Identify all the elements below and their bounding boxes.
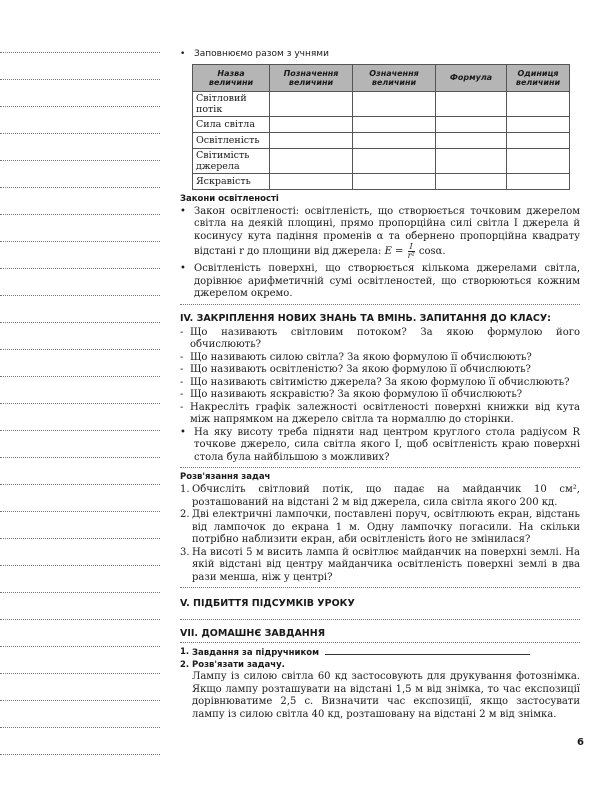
margin-rule-line <box>0 727 160 728</box>
homework-item-2 <box>180 659 580 671</box>
margin-rule-line <box>0 187 160 188</box>
margin-rule-line <box>0 133 160 134</box>
table-cell: Освітленість <box>193 132 270 148</box>
empty-cell <box>353 148 436 173</box>
empty-cell <box>436 91 507 116</box>
empty-cell <box>270 91 353 116</box>
margin-rule-line <box>0 376 160 377</box>
table-cell: Світловий потік <box>193 91 270 116</box>
dash-icon: - <box>180 401 184 413</box>
laws-title: Закони освітленості <box>180 193 279 204</box>
question-item <box>180 327 580 352</box>
empty-cell <box>436 173 507 189</box>
bullet-icon: • <box>180 426 186 438</box>
margin-rule-line <box>0 430 160 431</box>
empty-cell <box>507 116 570 132</box>
empty-cell <box>353 132 436 148</box>
margin-rule-line <box>0 322 160 323</box>
margin-rule-line <box>0 241 160 242</box>
dash-icon: - <box>180 364 184 375</box>
question-item <box>180 364 580 377</box>
dash-icon: - <box>180 351 184 363</box>
empty-cell <box>270 148 353 173</box>
section-4-title: IV. ЗАКРІПЛЕННЯ НОВИХ ЗНАНЬ ТА ВМІНЬ. ЗАПИТАННЯ ДО КЛАСУ: <box>180 312 551 324</box>
task-item <box>180 547 580 585</box>
bullet-icon: • <box>180 205 186 217</box>
formula-numerator: I <box>409 242 413 251</box>
empty-cell <box>507 132 570 148</box>
question-item <box>180 402 580 427</box>
task-number: 1. <box>180 484 190 495</box>
table-row <box>193 116 570 132</box>
empty-cell <box>270 132 353 148</box>
question-text: Накресліть графік залежності освітленості поверхні книжки від кута між напрямком на джерело світла та нормаллю до сторінки. <box>190 401 580 425</box>
quantities-table <box>192 64 570 190</box>
empty-cell <box>270 173 353 189</box>
table-header-cell: Формула <box>436 64 507 91</box>
formula-lhs: E = <box>384 246 404 257</box>
homework-item-1 <box>180 646 580 659</box>
table-cell: Світимість джерела <box>193 148 270 173</box>
homework-text: Розв'язати задачу. <box>192 660 285 670</box>
table-header-cell: Назва величини <box>193 64 270 91</box>
margin-rule-line <box>0 403 160 404</box>
margin-rule-line <box>0 484 160 485</box>
task-number: 3. <box>180 546 190 558</box>
margin-rule-line <box>0 349 160 350</box>
margin-rule-line <box>0 52 160 53</box>
margin-rule-line <box>0 160 160 161</box>
divider <box>180 467 580 468</box>
empty-cell <box>507 91 570 116</box>
question-item <box>180 427 580 465</box>
table-row <box>193 173 570 189</box>
margin-rule-line <box>0 268 160 269</box>
margin-rule-line <box>0 754 160 755</box>
intro-text: Заповнюємо разом з учнями <box>194 49 329 59</box>
margin-rule-line <box>0 619 160 620</box>
margin-rule-line <box>0 592 160 593</box>
empty-cell <box>436 148 507 173</box>
empty-cell <box>436 116 507 132</box>
section-5-title: V. ПІДБИТТЯ ПІДСУМКІВ УРОКУ <box>180 598 355 609</box>
empty-cell <box>353 91 436 116</box>
bullet-icon: • <box>180 263 186 274</box>
task-text: Обчисліть світловий потік, що падає на майданчик 10 см², розташований на відстані 2 м від джерела, сила світла якого 200 кд. <box>192 484 580 508</box>
formula-fraction <box>408 243 415 260</box>
question-text: Що називають яскравістю? За якою формулою її обчислюють? <box>190 389 523 400</box>
margin-rule-line <box>0 538 160 539</box>
homework-problem: Лампу із силою світла 60 кд застосовують для друкування фотознімка. Якщо лампу розташувати на відстані 1,5 м від знімка, то час експозиції дорівнюватиме 2,5 с. Визначити час експозиції, якщо застосувати лампу із силою світла 40 кд, розташовану на відстані 2 м від знімка. <box>192 671 580 720</box>
law-text: Закон освітленості: освітленість, що створюється точковим джерелом світла на деякій площині, прямо пропорційна силі світла I джерела й косинусу кута падіння променів α та обернено пропорційна квадрату відстані r до площини від джерела: <box>194 205 580 257</box>
dash-icon: - <box>180 389 184 400</box>
divider <box>180 619 580 620</box>
formula-denominator: r² <box>407 251 415 260</box>
law-bullet-1 <box>180 206 580 261</box>
question-text: Що називають освітленістю? За якою формулою її обчислюють? <box>190 364 531 375</box>
question-text: Що називають світимістю джерела? За якою формулою її обчислюють? <box>190 376 570 388</box>
homework-text: Завдання за підручником <box>192 648 320 658</box>
notes-margin <box>0 40 165 780</box>
table-row <box>193 132 570 148</box>
table-header-cell: Одиниця величини <box>507 64 570 91</box>
margin-rule-line <box>0 457 160 458</box>
task-text: Дві електричні лампочки, поставлені поруч, освітлюють екран, відстань від лампочок до екрана 1 м. Одну лампочку погасили. На скільки потрібно наблизити екран, аби освітленість його не змінилася? <box>192 509 580 545</box>
law-bullet-2 <box>180 263 580 301</box>
page-content <box>180 48 580 721</box>
task-text: На висоті 5 м висить лампа й освітлює майданчик на поверхні землі. На якій відстані від центру майданчика освітленість поверхні землі в два рази менша, ніж у центрі? <box>192 546 580 583</box>
formula-tail: cosα. <box>418 246 446 257</box>
bullet-icon: • <box>180 49 186 59</box>
tasks-title: Розв'язання задач <box>180 472 271 482</box>
question-text: На яку висоту треба підняти над центром круглого стола радіусом R точкове джерело, сила світла якого I, щоб освітленість краю поверхні стола була найбільшою з можливих? <box>194 426 580 463</box>
margin-rule-line <box>0 673 160 674</box>
table-header-cell: Означення величини <box>353 64 436 91</box>
section-7-title: VII. ДОМАШНЄ ЗАВДАННЯ <box>180 628 326 639</box>
question-item <box>180 389 580 402</box>
margin-rule-line <box>0 700 160 701</box>
question-text: Що називають силою світла? За якою формулою її обчислюють? <box>190 351 532 363</box>
empty-cell <box>507 148 570 173</box>
table-cell: Яскравість <box>193 173 270 189</box>
margin-rule-line <box>0 106 160 107</box>
table-row <box>193 148 570 173</box>
empty-cell <box>353 116 436 132</box>
question-text: Що називають світловим потоком? За якою формулою його обчислюють? <box>190 326 580 350</box>
dash-icon: - <box>180 376 184 388</box>
law-text: Освітленість поверхні, що створюється кількома джерелами світла, дорівнює арифметичній сумі освітленостей, що створюються кожним джерелом окремо. <box>194 263 580 299</box>
item-number: 2. <box>180 660 190 670</box>
divider <box>180 304 580 305</box>
empty-cell <box>270 116 353 132</box>
empty-cell <box>353 173 436 189</box>
margin-rule-line <box>0 79 160 80</box>
item-number: 1. <box>180 647 190 657</box>
table-cell: Сила світла <box>193 116 270 132</box>
task-item <box>180 509 580 547</box>
question-item <box>180 352 580 365</box>
empty-cell <box>507 173 570 189</box>
margin-rule-line <box>0 511 160 512</box>
margin-rule-line <box>0 295 160 296</box>
empty-cell <box>436 132 507 148</box>
task-number: 2. <box>180 509 190 520</box>
divider <box>180 587 580 588</box>
table-header-cell: Позначення величини <box>270 64 353 91</box>
task-item <box>180 484 580 509</box>
page-number: 6 <box>577 737 584 748</box>
table-row <box>193 91 570 116</box>
intro-line <box>180 48 580 61</box>
question-item <box>180 377 580 390</box>
margin-rule-line <box>0 214 160 215</box>
divider <box>180 642 580 643</box>
margin-rule-line <box>0 565 160 566</box>
answer-fill-line[interactable] <box>325 646 530 655</box>
dash-icon: - <box>180 326 184 338</box>
margin-rule-line <box>0 646 160 647</box>
